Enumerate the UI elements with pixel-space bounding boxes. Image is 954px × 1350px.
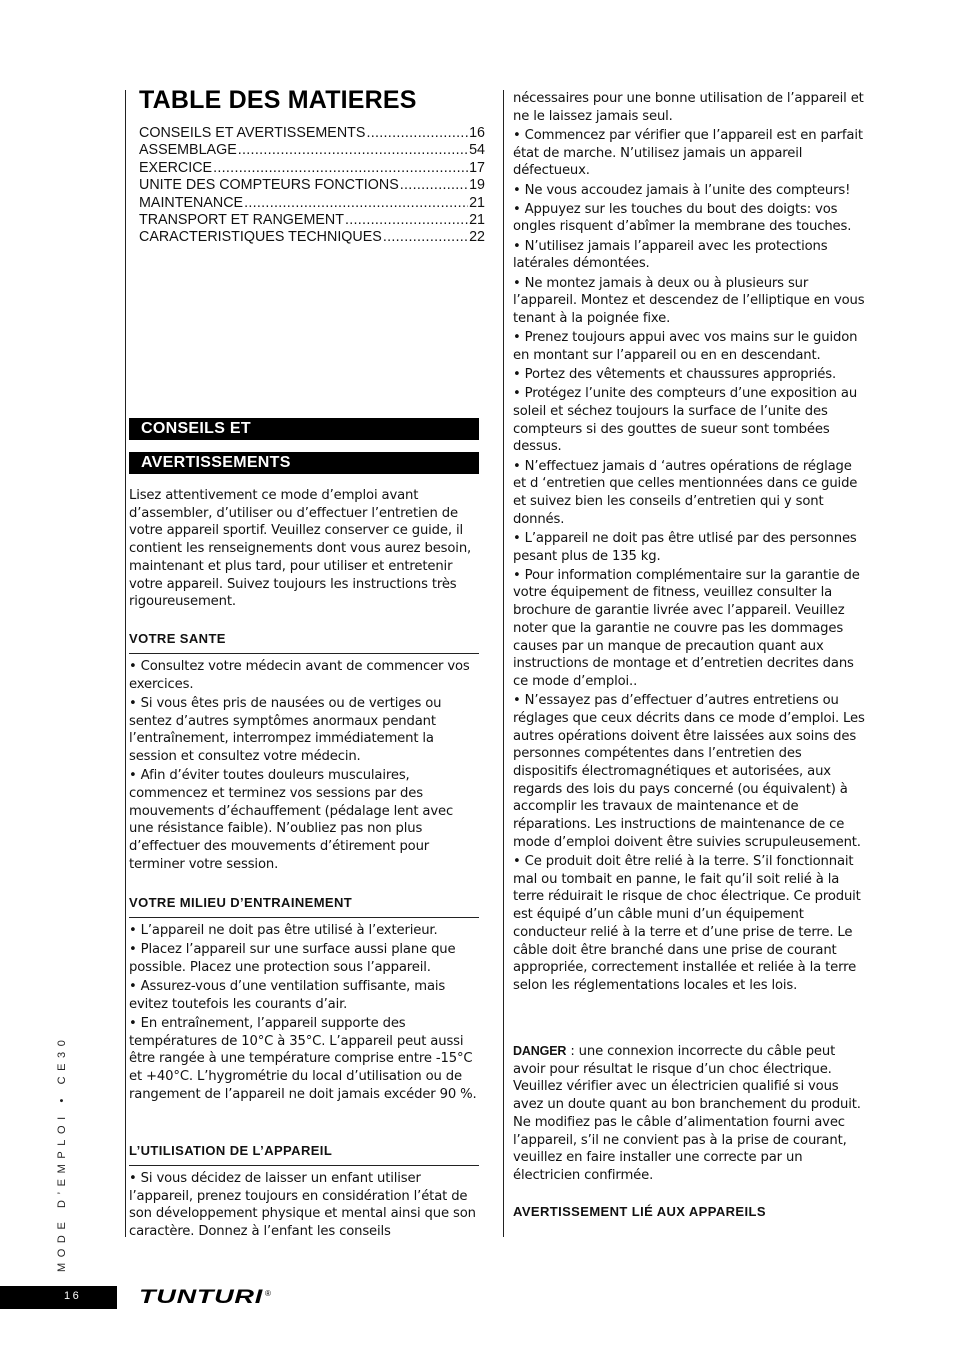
page-number: 16 [64,1290,82,1302]
list-item: • N’essayez pas d’effectuer d’autres entretiens ou réglages que ceux décrits dans ce mode d’emploi. Les autres opérations doivent être laissées aux soins des personnes compétentes dans l’entretien des dispositifs électromagnétiques et autorisées, aux regards des lois du pays concerné (ou équivalent) à accomplir les travaux de maintenance et de réparations. Les instructions de maintenance de ce mode d’emploi doivent être suivies scrupuleusement. [513,693,865,850]
logo-registered-mark: ® [265,1289,271,1298]
list-item: • Prenez toujours appui avec vos mains sur le guidon en montant sur l’appareil ou en en descendant. [513,330,858,363]
table-of-contents [139,125,485,247]
toc-entry [139,142,485,159]
tunturi-logo [139,1286,275,1310]
list-item: • L’appareil ne doit pas être utilisé à l’exterieur. [129,923,438,938]
list-item: • Si vous décidez de laisser un enfant utiliser l’appareil, prenez toujours en considération l’état de son développement physique et mental ainsi que son caractère. Donnez à l’enfant les conseils [129,1171,476,1240]
list-item: • N’utilisez jamais l’appareil avec les protections latérales démontées. [513,238,828,272]
toc-entry [139,125,485,142]
toc-leader-dots [400,177,468,194]
toc-leader-dots [244,195,468,212]
toc-entry-page: 19 [469,177,485,194]
list-item: • Pour information complémentaire sur la garantie de votre équipement de fitness, veuillez consulter la brochure de garantie livrée avec l’appareil. Veuillez noter que la garantie ne couvre pas les dommages causes par un manque de precaution quant aux instructions de montage et d’entretien decrites dans ce mode d’emploi.. [513,567,860,689]
section-heading-line2: AVERTISSEMENTS [129,452,479,474]
list-item: • Ce produit doit être relié à la terre. S’il fonctionnait mal ou tombait en panne, le fait qu’il soit relié à la terre réduirait le risque de choc électrique. Ce produit est équipé d’un câble muni d’un équipement conducteur relié à la terre et d’une prise de terre. Le câble doit être branché dans une prise de courant appropriée, correctement installée et reliée à la terre selon les réglementations locales et les lois. [513,854,861,993]
toc-entry-label: MAINTENANCE [139,194,244,211]
list-item: • Assurez-vous d’une ventilation suffisante, mais evitez toutefois les courants d’air. [129,979,446,1012]
left-column-rule [125,90,126,1237]
middle-column-rule [503,90,504,1237]
danger-separator: : [566,1044,579,1059]
intro-paragraph: Lisez attentivement ce mode d’emploi avant d’assembler, d’utiliser ou d’effectuer l’entretien de votre appareil sportif. Veuillez conserver ce guide, il contient les renseignements dont vous aurez besoin, maintenant et plus tard, pour utiliser et entretenir votre appareil. Suivez toujours les instructions très rigoureusement. [129,488,472,610]
section-heading-line1: CONSEILS ET [129,418,479,440]
toc-entry-page: 22 [469,229,485,246]
logo-wordmark: TUNTURI [139,1287,264,1308]
toc-entry-label: TRANSPORT ET RANGEMENT [139,212,344,229]
toc-entry-label: ASSEMBLAGE [139,142,237,159]
subheading-votre-sante: VOTRE SANTE [129,631,479,654]
list-item: • Placez l’appareil sur une surface aussi plane que possible. Placez une protection sous l’appareil. [129,942,456,975]
toc-leader-dots [213,160,468,177]
toc-entry-page: 21 [469,212,485,229]
list-item: • Consultez votre médecin avant de commencer vos exercices. [129,659,470,692]
list-item: • Appuyez sur les touches du bout des doigts: vos ongles risquent d’abîmer la membrane des touches. [513,201,852,235]
toc-entry [139,160,485,177]
list-item: • Si vous êtes pris de nausées ou de vertiges ou sentez d’autres symptômes anormaux pendant l’entraînement, interrompez immédiatement la session et consultez votre médecin. [129,695,442,765]
danger-paragraph [513,1043,865,1185]
list-item: • Commencez par vérifier que l’appareil est en parfait état de marche. N’utilisez jamais un appareil défectueux. [513,127,863,179]
toc-entry [139,195,485,212]
list-item: • Protégez l’unite des compteurs d’une exposition au soleil et séchez toujours la surface de l’unite des compteurs si des gouttes de sueur sont tombées dessus. [513,386,858,455]
list-item: • Portez des vêtements et chaussures appropriés. [513,367,837,383]
toc-entry-label: UNITE DES COMPTEURS FONCTIONS [139,177,399,194]
toc-leader-dots [238,142,468,159]
toc-entry-page: 54 [469,142,485,159]
list-item: nécessaires pour une bonne utilisation de l’appareil et ne le laissez jamais seul. [513,91,864,124]
list-item: • N’effectuez jamais d ‘autres opérations de réglage et d ‘entretien que celles mentionnées dans ce guide et suivez bien les conseils d’entretien qui y sont donnés. [513,458,858,527]
danger-text: une connexion incorrecte du câble peut avoir pour résultat le risque d’un choc électrique. Veuillez vérifier avec un électricien qualifié si vous avez un doute quant au bon branchement du produit. Ne modifiez pas le câble d’alimentation fourni avec l’appareil, s’il ne convient pas à la prise de courant, veuillez en faire installer une correcte par un électricien confirmée. [513,1044,861,1183]
toc-leader-dots [383,229,468,246]
side-document-label: MODE D’EMPLOI • CE30 [56,1034,68,1272]
toc-entry-page: 21 [469,194,485,211]
right-column-list [513,90,865,996]
subheading-milieu: VOTRE MILIEU D’ENTRAINEMENT [129,895,479,918]
subheading-avertissement: AVERTISSEMENT LIÉ AUX APPAREILS [513,1204,766,1219]
sante-list [129,658,479,875]
toc-entry-label: CARACTERISTIQUES TECHNIQUES [139,229,382,246]
danger-label: DANGER [513,1044,567,1058]
toc-entry-page: 17 [469,159,485,176]
list-item: • Ne vous accoudez jamais à l’unite des compteurs! [513,182,851,198]
toc-entry-label: CONSEILS ET AVERTISSEMENTS [139,125,366,141]
milieu-list [129,922,479,1105]
toc-entry [139,177,485,194]
toc-leader-dots [345,212,468,229]
list-item: • Ne montez jamais à deux ou à plusieurs sur l’appareil. Montez et descendez de l’elliptique en vous tenant à la poignée fixe. [513,275,865,326]
toc-entry-label: EXERCICE [139,159,213,176]
toc-entry-page: 16 [469,125,485,141]
list-item: • Afin d’éviter toutes douleurs musculaires, commencez et terminez vos sessions par des mouvements d’échauffement (pédalage lent avec une résistance faible). N’oubliez pas non plus d’effectuer des mouvements d’étirement pour terminer votre session. [129,768,454,872]
list-item: • L’appareil ne doit pas être utlisé par des personnes pesant plus de 135 kg. [513,530,857,564]
toc-entry [139,229,485,246]
list-item: • En entraînement, l’appareil supporte des températures de 10°C à 35°C. L’appareil peut aussi être rangée à une température comprise entre -15°C et +40°C. L’hygrométrie du local d’utilisation ou de rangement de l’appareil ne doit jamais excéder 90 %. [129,1016,477,1102]
utilisation-list [129,1170,479,1242]
toc-leader-dots [366,125,468,142]
footer-page-box [0,1286,117,1309]
subheading-utilisation: L’UTILISATION DE L’APPAREIL [129,1143,479,1166]
toc-entry [139,212,485,229]
toc-title: TABLE DES MATIERES [139,86,417,114]
